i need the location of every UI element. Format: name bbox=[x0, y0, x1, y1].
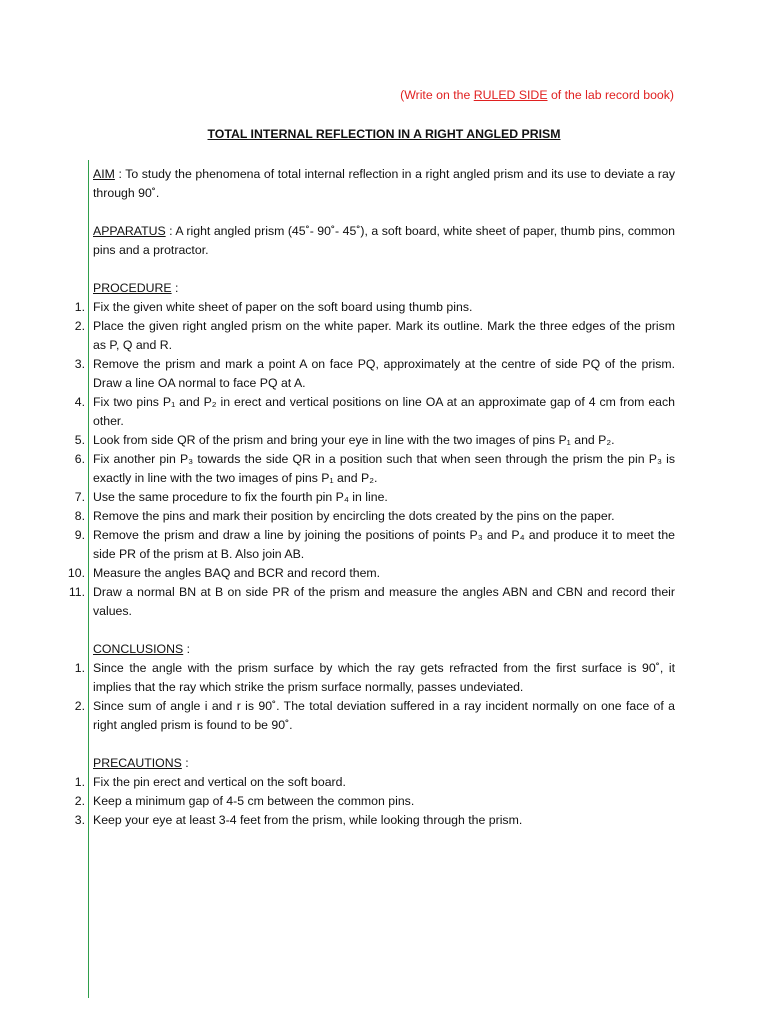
aim-section: AIM : To study the phenomena of total internal reflection in a right angled prism and its use to deviate a ray through 90˚. bbox=[93, 167, 675, 200]
instruction-note: (Write on the RULED SIDE of the lab record book) bbox=[400, 88, 674, 102]
list-item: 11. Draw a normal BN at B on side PR of the prism and measure the angles ABN and CBN and record their values. bbox=[68, 585, 675, 618]
apparatus-heading: APPARATUS bbox=[93, 224, 166, 238]
list-item: 1. Fix the pin erect and vertical on the soft board. bbox=[74, 775, 346, 789]
page-title: TOTAL INTERNAL REFLECTION IN A RIGHT ANGLED PRISM bbox=[207, 127, 561, 141]
list-item: 2. Since sum of angle i and r is 90˚. The total deviation suffered in a ray incident normally on one face of a right angled prism is found to be 90˚. bbox=[74, 699, 675, 732]
precautions-heading: PRECAUTIONS : bbox=[93, 756, 189, 770]
aim-text: To study the phenomena of total internal reflection in a right angled prism and its use to deviate a ray through 90˚. bbox=[93, 167, 675, 200]
list-item: 2. Place the given right angled prism on the white paper. Mark its outline. Mark the three edges of the prism as P, Q and R. bbox=[74, 319, 675, 352]
list-item: 1. Fix the given white sheet of paper on the soft board using thumb pins. bbox=[74, 300, 473, 314]
ruled-side-emphasis: RULED SIDE bbox=[473, 88, 548, 102]
list-item: 3. Remove the prism and mark a point A on face PQ, approximately at the centre of side PQ of the prism. Draw a line OA normal to face PQ at A. bbox=[74, 357, 675, 390]
conclusions-heading: CONCLUSIONS : bbox=[93, 642, 191, 656]
list-item: 10. Measure the angles BAQ and BCR and record them. bbox=[67, 566, 381, 580]
procedure-heading: PROCEDURE : bbox=[93, 281, 179, 295]
precautions-list bbox=[74, 773, 675, 830]
document-body bbox=[67, 165, 675, 830]
list-item: 6. Fix another pin P₃ towards the side QR in a position such that when seen through the prism the pin P₃ is exactly in line with the two images of pins P₁ and P₂. bbox=[74, 452, 675, 485]
apparatus-text: A right angled prism (45˚- 90˚- 45˚), a soft board, white sheet of paper, thumb pins, common pins and a protractor. bbox=[93, 224, 675, 257]
margin-rule bbox=[88, 160, 89, 998]
list-item: 7. Use the same procedure to fix the fourth pin P₄ in line. bbox=[74, 490, 388, 504]
apparatus-section: APPARATUS : A right angled prism (45˚- 90˚- 45˚), a soft board, white sheet of paper, thumb pins, common pins and a protractor. bbox=[93, 224, 675, 257]
procedure-list bbox=[67, 298, 675, 621]
list-item: 3. Keep your eye at least 3-4 feet from the prism, while looking through the prism. bbox=[74, 813, 523, 827]
list-item: 5. Look from side QR of the prism and bring your eye in line with the two images of pins P₁ and P₂. bbox=[74, 433, 615, 447]
aim-heading: AIM bbox=[93, 167, 115, 181]
list-item: 8. Remove the pins and mark their position by encircling the dots created by the pins on the paper. bbox=[74, 509, 615, 523]
list-item: 1. Since the angle with the prism surface by which the ray gets refracted from the first surface is 90˚, it implies that the ray which strike the prism surface normally, passes undeviated. bbox=[74, 661, 675, 694]
list-item: 9. Remove the prism and draw a line by joining the positions of points P₃ and P₄ and produce it to meet the side PR of the prism at B. Also join AB. bbox=[74, 528, 675, 561]
list-item: 4. Fix two pins P₁ and P₂ in erect and vertical positions on line OA at an approximate gap of 4 cm from each other. bbox=[74, 395, 675, 428]
list-item: 2. Keep a minimum gap of 4-5 cm between the common pins. bbox=[74, 794, 415, 808]
conclusions-list bbox=[74, 659, 675, 735]
